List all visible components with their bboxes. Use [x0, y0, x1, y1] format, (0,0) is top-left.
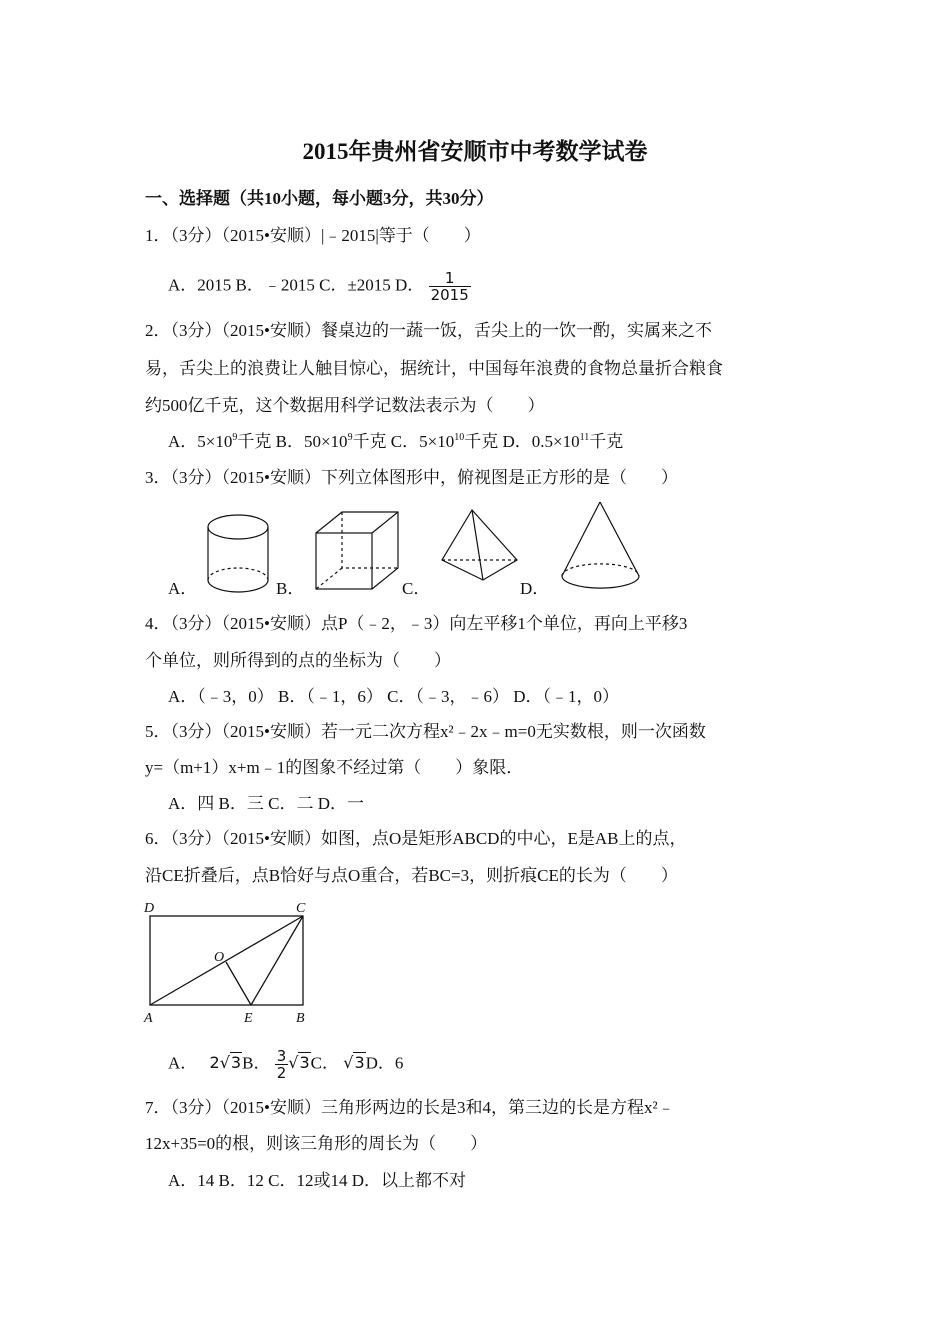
cylinder-figure — [208, 515, 268, 592]
q6-opt-a: A． — [168, 1053, 198, 1073]
q1-option-d-fraction — [429, 270, 471, 303]
q2-opt-a-exp: 9 — [232, 432, 238, 443]
q6-opt-b: B． — [242, 1053, 271, 1073]
q1-d-numerator: 1 — [444, 269, 455, 287]
q3-stem: 3．（3分）（2015•安顺）下列立体图形中，俯视图是正方形的是（ ） — [145, 468, 678, 487]
q5-line1: 5．（3分）（2015•安顺）若一元二次方程x²﹣2x﹣m=0无实数根，则一次函数 — [145, 722, 706, 741]
q2-line1: 2．（3分）（2015•安顺）餐桌边的一蔬一饭，舌尖上的一饮一酌，实属来之不 — [145, 321, 712, 340]
cone-figure — [562, 502, 639, 588]
q4-options: A．（﹣3，0） B．（﹣1，6） C．（﹣3，﹣6） D．（﹣1，0） — [168, 687, 619, 706]
q2-line3: 约500亿千克，这个数据用科学记数法表示为（ ） — [145, 396, 545, 415]
point-c-label: C — [296, 901, 306, 916]
q6-b-numerator: 3 — [276, 1047, 287, 1065]
q5-line2: y=（m+1）x+m﹣1的图象不经过第（ ）象限． — [145, 758, 524, 777]
q2-opt-d-exp: 11 — [579, 432, 590, 443]
q6-opt-b-fraction — [275, 1048, 289, 1081]
q2-opt-d: 千克 D．0.5×10 — [464, 432, 580, 451]
q6-opt-b-root: √3 — [288, 1053, 310, 1073]
q3-label-b: B． — [276, 579, 305, 598]
q1-options — [168, 270, 471, 303]
q6-line1: 6．（3分）（2015•安顺）如图，点O是矩形ABCD的中心，E是AB上的点， — [145, 829, 687, 848]
q1-d-denominator: 2015 — [430, 286, 469, 304]
point-e-label: E — [244, 1011, 253, 1026]
q7-line1: 7．（3分）（2015•安顺）三角形两边的长是3和4，第三边的长是方程x²﹣ — [145, 1098, 675, 1117]
q6-opt-a-value: 2√3 — [209, 1053, 242, 1073]
q6-b-denominator: 2 — [276, 1064, 287, 1082]
point-o-label: O — [214, 950, 225, 965]
q6-a-radicand: 3 — [230, 1053, 242, 1073]
q6-line2: 沿CE折叠后，点B恰好与点O重合，若BC=3，则折痕CE的长为（ ） — [145, 866, 678, 885]
q4-line2: 个单位，则所得到的点的坐标为（ ） — [145, 651, 451, 670]
q2-opt-c-exp: 10 — [454, 432, 465, 443]
q5-options: A．四 B．三 C．二 D．一 — [168, 794, 364, 813]
q6-opt-c: C． — [310, 1053, 339, 1073]
q1-options-text: A．2015 B．﹣2015 C．±2015 D． — [168, 275, 425, 295]
cube-figure — [316, 512, 398, 589]
q6-c-radicand: 3 — [354, 1053, 365, 1073]
q7-line2: 12x+35=0的根，则该三角形的周长为（ ） — [145, 1134, 488, 1153]
q2-opt-a: A．5×10 — [168, 432, 233, 451]
q4-line1: 4．（3分）（2015•安顺）点P（﹣2，﹣3）向左平移1个单位，再向上平移3 — [145, 614, 688, 633]
q6-rectangle-figure — [140, 895, 320, 1027]
q6-b-radicand: 3 — [299, 1053, 310, 1073]
q2-opt-c: 千克 C．5×10 — [352, 432, 455, 451]
q3-label-c: C． — [402, 579, 431, 598]
q7-options: A．14 B．12 C．12或14 D．以上都不对 — [168, 1171, 466, 1190]
pyramid-figure — [442, 510, 517, 580]
q1-stem: 1．（3分）（2015•安顺）|﹣2015|等于（ ） — [145, 226, 481, 245]
q2-line2: 易，舌尖上的浪费让人触目惊心，据统计，中国每年浪费的食物总量折合粮食 — [145, 359, 723, 378]
q3-label-d: D． — [520, 579, 550, 598]
point-d-label: D — [144, 901, 155, 916]
point-a-label: A — [144, 1011, 153, 1026]
q3-solid-figures — [200, 500, 660, 600]
q2-options — [168, 431, 623, 453]
q6-opt-c-root: √3 — [343, 1053, 365, 1073]
q2-opt-b: 千克 B．50×10 — [237, 432, 348, 451]
section-heading: 一、选择题（共10小题，每小题3分，共30分） — [145, 189, 494, 208]
q6-opt-d: D．6 — [365, 1053, 404, 1073]
q2-opt-b-exp: 9 — [347, 432, 353, 443]
q3-label-a: A． — [168, 579, 198, 598]
page-title: 2015年贵州省安顺市中考数学试卷 — [302, 139, 648, 164]
point-b-label: B — [296, 1011, 305, 1026]
q6-options — [168, 1048, 403, 1081]
q2-opt-d-unit: 千克 — [589, 432, 624, 451]
q6-a-coef: 2 — [209, 1053, 220, 1073]
